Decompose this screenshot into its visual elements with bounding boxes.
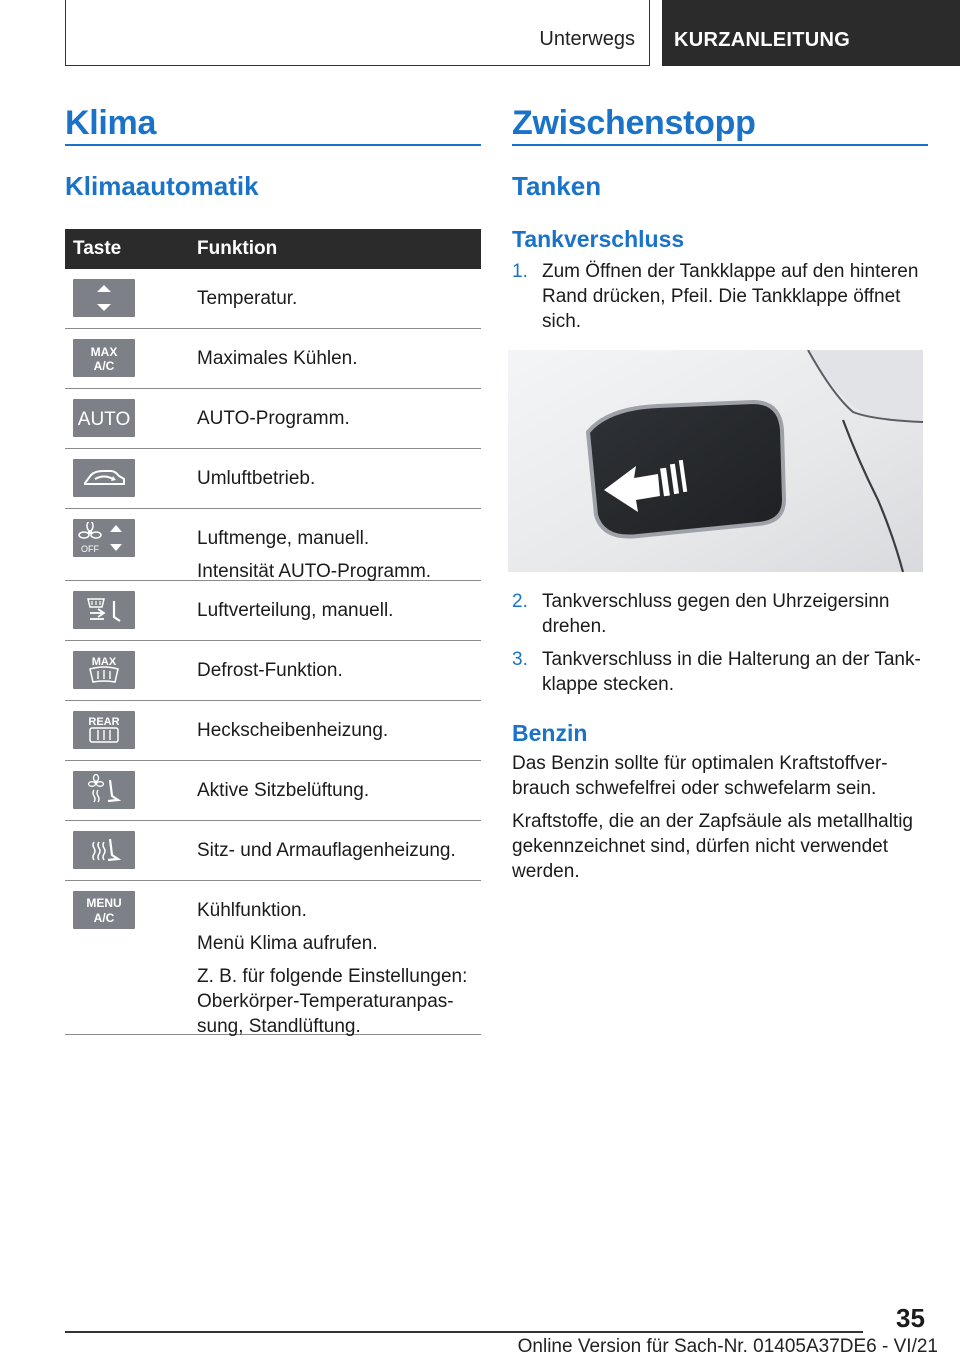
table-header-function: Funktion [197,238,278,259]
chapter-tab-label: KURZANLEITUNG [674,29,851,51]
section-title-klimaautomatik: Klimaautomatik [65,171,259,201]
paragraph: Das Benzin sollte für optimalen Kraftstoffver-brauch schwefelfrei oder schwefelarm sein. [512,753,888,799]
svg-text:MENU: MENU [86,896,122,910]
step-text: Tankverschluss in die Halterung an der Tank-klappe stecken. [542,649,921,695]
table-header-key: Taste [73,238,122,259]
function-text: Z. B. für folgende Einstellungen: Oberkörper-Temperaturanpas-sung, Standlüftung. [197,966,468,1037]
table-row [65,701,481,761]
page-number: 35 [896,1303,925,1333]
function-text: Kühlfunktion. [197,900,307,921]
seat-ventilation-icon [73,771,135,809]
svg-text:AUTO: AUTO [77,409,131,430]
subsection-title-tankverschluss: Tankverschluss [512,226,685,252]
table-row [65,881,481,1035]
step-number: 3. [512,649,528,670]
rear-window-heating-icon [73,711,135,749]
section-title-tanken: Tanken [512,171,602,201]
function-text: Aktive Sitzbelüftung. [197,780,370,801]
list-item [512,647,928,697]
chapter-title-zwischenstopp: Zwischenstopp [512,100,928,146]
table-row [65,821,481,881]
air-distribution-icon [73,591,135,629]
footer-version: Online Version für Sach-Nr. 01405A37DE6 - VI/21 [517,1336,938,1357]
svg-text:MAX: MAX [91,656,117,668]
chapter-tab [662,0,960,66]
recirculation-icon [73,459,135,497]
table-row [65,329,481,389]
table-row [65,761,481,821]
svg-text:A/C: A/C [93,359,115,373]
svg-text:A/C: A/C [93,911,115,925]
temperature-arrows-icon [73,279,135,317]
table-row [65,269,481,329]
function-text: Maximales Kühlen. [197,348,358,369]
function-text: Heckscheibenheizung. [197,720,389,741]
defrost-icon [73,651,135,689]
steps-list [512,259,928,334]
right-column [512,100,928,884]
paragraph: Kraftstoffe, die an der Zapfsäule als metallhaltig gekennzeichnet sind, dürfen nicht verwendet werden. [512,811,913,882]
function-text: Temperatur. [197,288,298,309]
table-row [65,389,481,449]
menu-ac-icon [73,891,135,929]
svg-text:MAX: MAX [90,345,118,359]
section-tab [65,0,650,66]
svg-text:OFF: OFF [81,544,99,554]
table-row [65,449,481,509]
function-text: Sitz- und Armauflagenheizung. [197,840,456,861]
table-row [65,641,481,701]
footer-divider [65,1331,863,1333]
seat-heating-icon [73,831,135,869]
function-text: Umluftbetrieb. [197,468,316,489]
section-tab-label: Unterwegs [539,28,635,50]
subsection-title-benzin: Benzin [512,720,588,746]
function-text: Luftmenge, manuell. [197,528,370,549]
chapter-title-klima: Klima [65,100,481,146]
table-header [65,229,481,269]
step-number: 1. [512,261,528,282]
function-text: Luftverteilung, manuell. [197,600,394,621]
svg-text:REAR: REAR [88,716,120,728]
function-text: Intensität AUTO-Programm. [197,561,432,582]
function-text: AUTO-Programm. [197,408,350,429]
table-row [65,509,481,581]
step-number: 2. [512,591,528,612]
max-ac-icon [73,339,135,377]
auto-icon [73,399,135,437]
left-column [65,100,481,1035]
fan-off-icon [73,519,135,557]
list-item [512,589,928,639]
step-text: Zum Öffnen der Tankklappe auf den hinteren Rand drücken, Pfeil. Die Tankklappe öffnet sich. [542,261,919,332]
list-item [512,259,928,334]
function-text: Menü Klima aufrufen. [197,933,378,954]
function-text: Defrost-Funktion. [197,660,343,681]
table-row [65,581,481,641]
fuel-flap-photo [508,350,923,572]
steps-list [512,589,928,697]
step-text: Tankverschluss gegen den Uhrzeigersinn drehen. [542,591,890,637]
